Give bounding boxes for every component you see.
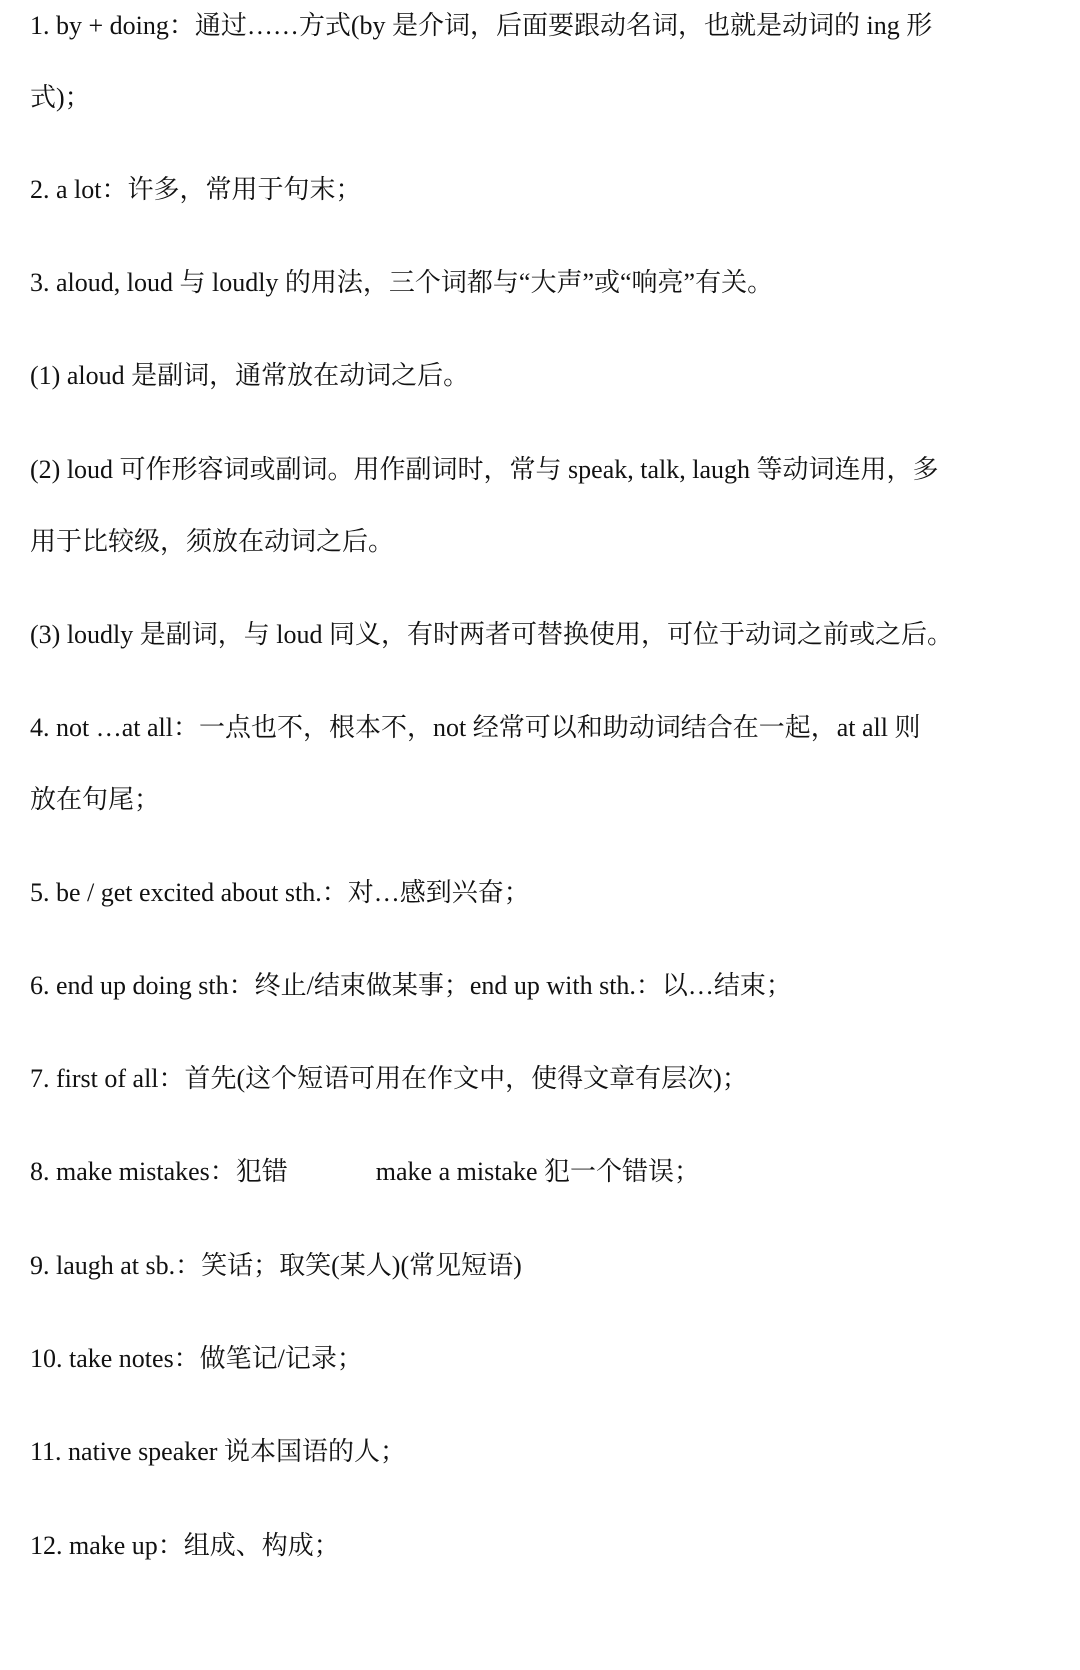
note-1-line-2: 式)； [30,83,91,112]
note-4-line-2: 放在句尾； [30,785,161,814]
note-1-line-1: 1. by + doing：通过……方式(by 是介词，后面要跟动名词，也就是动词的 ing 形 [30,11,933,40]
note-6: 6. end up doing sth：终止/结束做某事；end up with sth.：以…结束； [30,971,792,1000]
note-10: 10. take notes：做笔记/记录； [30,1344,363,1373]
note-3-sub-1: (1) aloud 是副词，通常放在动词之后。 [30,361,470,390]
note-3-sub-3: (3) loudly 是副词，与 loud 同义，有时两者可替换使用，可位于动词之前或之后。 [30,620,953,649]
note-3-sub-2-line-1: (2) loud 可作形容词或副词。用作副词时，常与 speak, talk, laugh 等动词连用，多 [30,455,939,484]
note-4-line-1: 4. not …at all：一点也不，根本不，not 经常可以和助动词结合在一起，at all 则 [30,713,921,742]
note-12: 12. make up：组成、构成； [30,1531,340,1560]
note-7: 7. first of all：首先(这个短语可用在作文中，使得文章有层次)； [30,1064,748,1093]
note-8-part-1: 8. make mistakes：犯错 [30,1157,288,1186]
note-9: 9. laugh at sb.：笑话；取笑(某人)(常见短语) [30,1251,522,1280]
note-5: 5. be / get excited about sth.：对…感到兴奋； [30,878,530,907]
note-3: 3. aloud, loud 与 loudly 的用法，三个词都与“大声”或“响亮”有关。 [30,268,774,297]
note-8-part-2: make a mistake 犯一个错误； [375,1157,701,1186]
note-8 [30,1152,700,1192]
note-2: 2. a lot：许多，常用于句末； [30,175,362,204]
note-11: 11. native speaker 说本国语的人； [30,1437,406,1466]
note-3-sub-2-line-2: 用于比较级，须放在动词之后。 [30,527,395,556]
